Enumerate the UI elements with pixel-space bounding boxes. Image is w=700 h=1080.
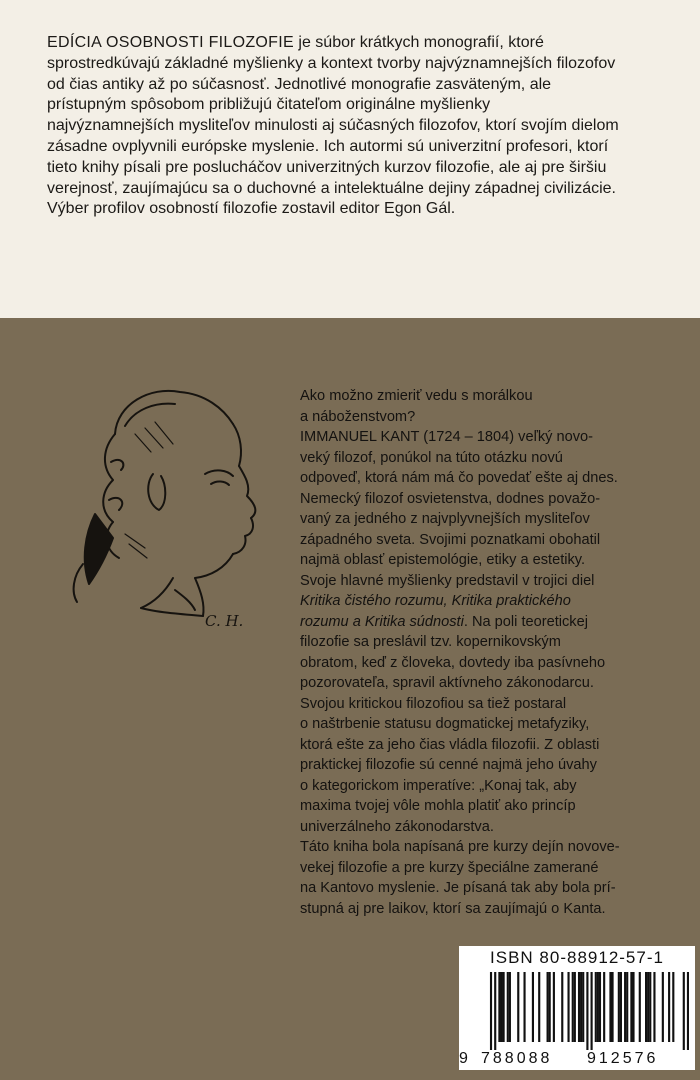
body-line: obratom, keď z človeka, dovtedy iba pasívneho <box>300 654 606 671</box>
barcode-bar <box>578 972 580 1042</box>
body-line: najmä oblasť epistemológie, etiky a estetiky. <box>300 552 586 568</box>
body-line: veký filozof, ponúkol na túto otázku novú <box>300 449 563 466</box>
barcode-bar <box>624 972 626 1042</box>
edition-title: EDÍCIA OSOBNOSTI FILOZOFIE <box>47 34 294 51</box>
body-line: na Kantovo myslenie. Je písaná tak aby bola prí- <box>300 880 616 896</box>
body-line: západného sveta. Svojimi poznatkami obohatil <box>300 531 601 548</box>
barcode-bar <box>611 972 613 1042</box>
barcode-bar <box>668 972 670 1042</box>
barcode-bar <box>662 972 664 1042</box>
body-line: a náboženstvom? <box>300 408 416 425</box>
barcode-bar <box>490 972 492 1050</box>
description-line: zásadne ovplyvnili európske myslenie. Ich autormi sú univerzitní profesori, ktorí <box>47 137 609 155</box>
barcode-bar <box>503 972 505 1042</box>
works-line-rest: . Na poli teoretickej <box>463 613 588 630</box>
description-line: verejnosť, zaujímajúcu sa o duchovné a intelektuálne dejiny západnej civilizácie. <box>47 179 616 197</box>
barcode-bar <box>620 972 622 1042</box>
barcode-bar <box>547 972 549 1042</box>
works-title-italic: rozumu a Kritika súdnosti <box>300 613 464 630</box>
body-line: Ako možno zmieriť vedu s morálkou <box>300 388 533 404</box>
barcode-bar <box>549 972 551 1042</box>
body-line: o naštrbenie statusu dogmatickej metafyziky, <box>300 716 590 732</box>
barcode-bar <box>494 972 496 1050</box>
barcode-bar <box>630 972 632 1042</box>
portrait-signature: C. H. <box>205 612 244 630</box>
description-line: sprostredkúvajú základné myšlienky a kontext tvorby najvýznamnejších filozofov <box>47 54 616 72</box>
barcode-bar <box>586 972 588 1050</box>
barcode-bar <box>591 972 593 1050</box>
barcode-bar <box>653 972 655 1042</box>
bottom-panel <box>0 318 700 1080</box>
barcode-bar <box>639 972 641 1042</box>
barcode-bar <box>561 972 563 1042</box>
barcode-bar <box>609 972 611 1042</box>
barcode-bar <box>595 972 597 1042</box>
description-line: najvýznamnejších mysliteľov minulosti aj súčasných filozofov, ktorí svojím dielom <box>47 117 619 135</box>
barcode-bar <box>567 972 569 1042</box>
barcode-bar <box>538 972 540 1042</box>
barcode-bar <box>645 972 647 1042</box>
barcode-bar <box>603 972 605 1042</box>
description-line: Výber profilov osobností filozofie zostavil editor Egon Gál. <box>47 200 456 218</box>
barcode-bar <box>599 972 601 1042</box>
body-line: o kategorickom imperatíve: „Konaj tak, aby <box>300 777 577 794</box>
description-line: od čias antiky až po súčasnosť. Jednotlivé monografie zasväteným, ale <box>47 75 552 93</box>
edition-description <box>47 33 677 220</box>
barcode-bar <box>597 972 599 1042</box>
body-line: stupná aj pre laikov, ktorí sa zaujímajú o Kanta. <box>300 900 606 917</box>
barcode-bar <box>582 972 584 1042</box>
body-line: Svojou kritickou filozofiou sa tiež postaral <box>300 695 567 712</box>
barcode-bar <box>498 972 500 1042</box>
barcode-bar <box>517 972 519 1042</box>
barcode-bar <box>572 972 574 1042</box>
ean-digits <box>459 1050 695 1070</box>
description-line: tieto knihy písali pre poslucháčov univerzitných kurzov filozofie, ale aj pre širšiu <box>47 158 607 176</box>
barcode-bar <box>687 972 689 1050</box>
body-line: univerzálneho zákonodarstva. <box>300 818 494 835</box>
body-line: odpoveď, ktorá nám má čo povedať ešte aj dnes. <box>300 470 618 486</box>
works-line: Kritika čistého rozumu, Kritika praktického <box>300 593 571 609</box>
barcode-bar <box>618 972 620 1042</box>
barcode-bar <box>647 972 649 1042</box>
isbn-barcode <box>459 946 695 1070</box>
barcode-bar <box>672 972 674 1042</box>
body-line: Nemecký filozof osvietenstva, dodnes považo- <box>300 490 601 507</box>
works-line-2 <box>300 612 692 633</box>
body-line: IMMANUEL KANT (1724 – 1804) veľký novo- <box>300 429 594 445</box>
body-line: pozorovateľa, spravil aktívneho zákonodarcu. <box>300 675 594 691</box>
barcode-bar <box>532 972 534 1042</box>
barcode-bar <box>507 972 509 1042</box>
barcode-bar <box>632 972 634 1042</box>
book-description <box>300 386 692 919</box>
body-line: praktickej filozofie sú cenné najmä jeho úvahy <box>300 757 597 773</box>
body-line: filozofie sa preslávil tzv. kopernikovským <box>300 634 561 650</box>
body-line: vaný za jedného z najvplyvnejších mysliteľov <box>300 511 590 527</box>
barcode-bar <box>649 972 651 1042</box>
top-panel <box>0 0 700 318</box>
isbn-number: ISBN 80-88912-57-1 <box>490 948 664 967</box>
barcode-bars <box>469 972 689 1050</box>
body-line: ktorá ešte za jeho čias vládla filozofii. Z oblasti <box>300 736 600 753</box>
barcode-bar <box>683 972 685 1050</box>
barcode-bar <box>626 972 628 1042</box>
ean-left-group: 788088 <box>481 1050 553 1067</box>
barcode-bar <box>509 972 511 1042</box>
ean-right-group: 912576 <box>587 1050 659 1067</box>
body-line: vekej filozofie a pre kurzy špeciálne zamerané <box>300 859 599 876</box>
body-line: maxima tvojej vôle mohla platiť ako princíp <box>300 798 576 814</box>
barcode-bar <box>574 972 576 1042</box>
barcode-bar <box>553 972 555 1042</box>
barcode-bar <box>580 972 582 1042</box>
body-line: Táto kniha bola napísaná pre kurzy dejín novove- <box>300 839 620 855</box>
body-line: Svoje hlavné myšlienky predstavil v trojici diel <box>300 572 595 589</box>
barcode-bar <box>523 972 525 1042</box>
ean-first-digit: 9 <box>459 1050 468 1067</box>
barcode-bar <box>500 972 502 1042</box>
description-line: prístupným spôsobom približujú čitateľom originálne myšlienky <box>47 96 491 114</box>
description-line: je súbor krátkych monografií, ktoré <box>293 34 544 51</box>
kant-portrait-sketch <box>55 364 287 632</box>
